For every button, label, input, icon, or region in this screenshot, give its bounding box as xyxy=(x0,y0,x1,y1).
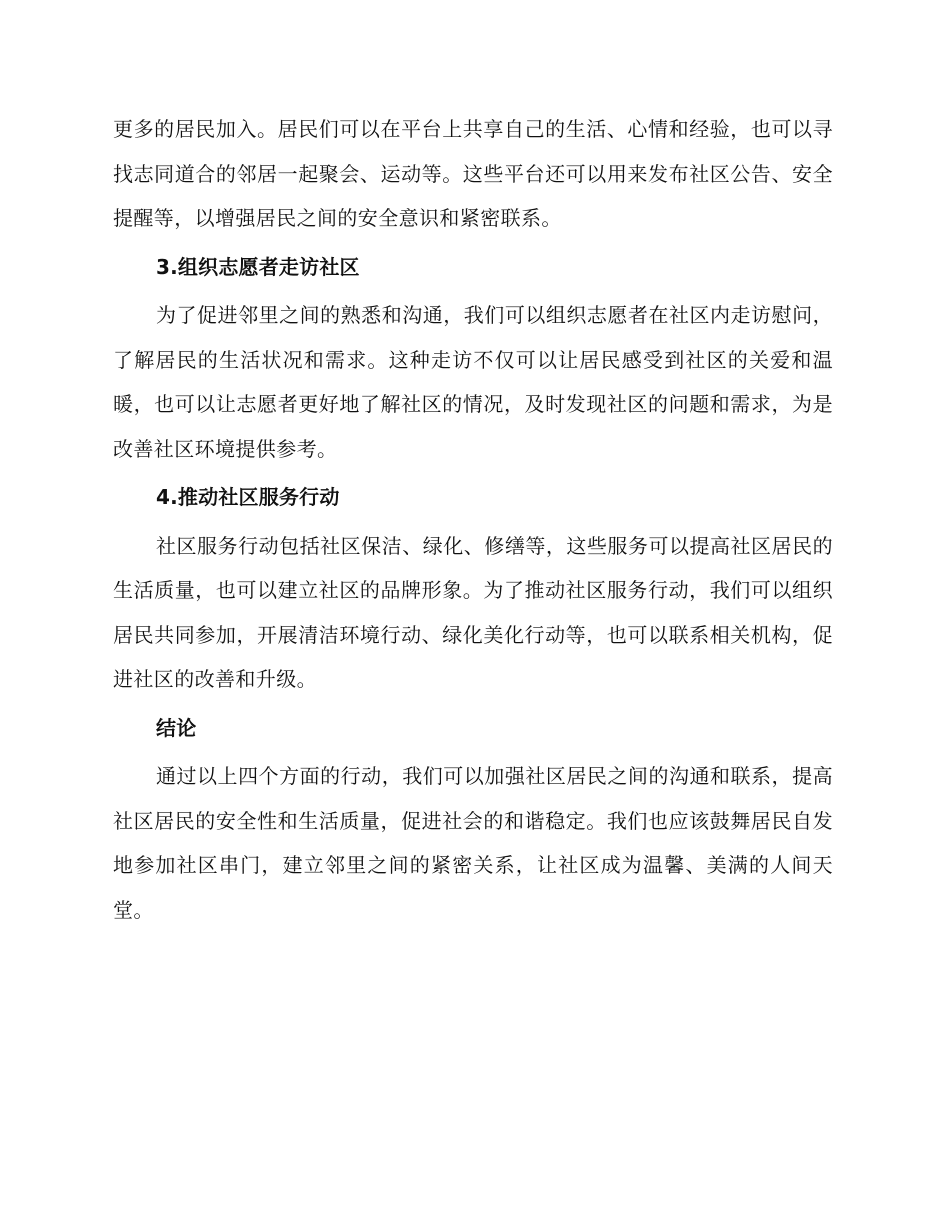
section-heading-conclusion: 结论 xyxy=(156,715,197,740)
section-heading-community-service: 4.推动社区服务行动 xyxy=(156,485,340,509)
paragraph-community-service: 社区服务行动包括社区保洁、绿化、修缮等，这些服务可以提高社区居民的生活质量，也可以建立社区的品牌形象。为了推动社区服务行动，我们可以组织居民共同参加，开展清洁环境行动、绿化美化行动等，也可以联系相关机构，促进社区的改善和升级。 xyxy=(113,533,833,691)
paragraph-continued: 更多的居民加入。居民们可以在平台上共享自己的生活、心情和经验，也可以寻找志同道合的邻居一起聚会、运动等。这些平台还可以用来发布社区公告、安全提醒等，以增强居民之间的安全意识和紧密联系。 xyxy=(113,117,833,230)
paragraph-conclusion: 通过以上四个方面的行动，我们可以加强社区居民之间的沟通和联系，提高社区居民的安全性和生活质量，促进社会的和谐稳定。我们也应该鼓舞居民自发地参加社区串门，建立邻里之间的紧密关系，让社区成为温馨、美满的人间天堂。 xyxy=(113,764,833,922)
paragraph-volunteer-visits: 为了促进邻里之间的熟悉和沟通，我们可以组织志愿者在社区内走访慰问，了解居民的生活状况和需求。这种走访不仅可以让居民感受到社区的关爱和温暖，也可以让志愿者更好地了解社区的情况，及时发现社区的问题和需求，为是改善社区环境提供参考。 xyxy=(113,303,833,461)
section-heading-volunteer-visits: 3.组织志愿者走访社区 xyxy=(156,254,360,279)
document-body xyxy=(113,107,833,932)
